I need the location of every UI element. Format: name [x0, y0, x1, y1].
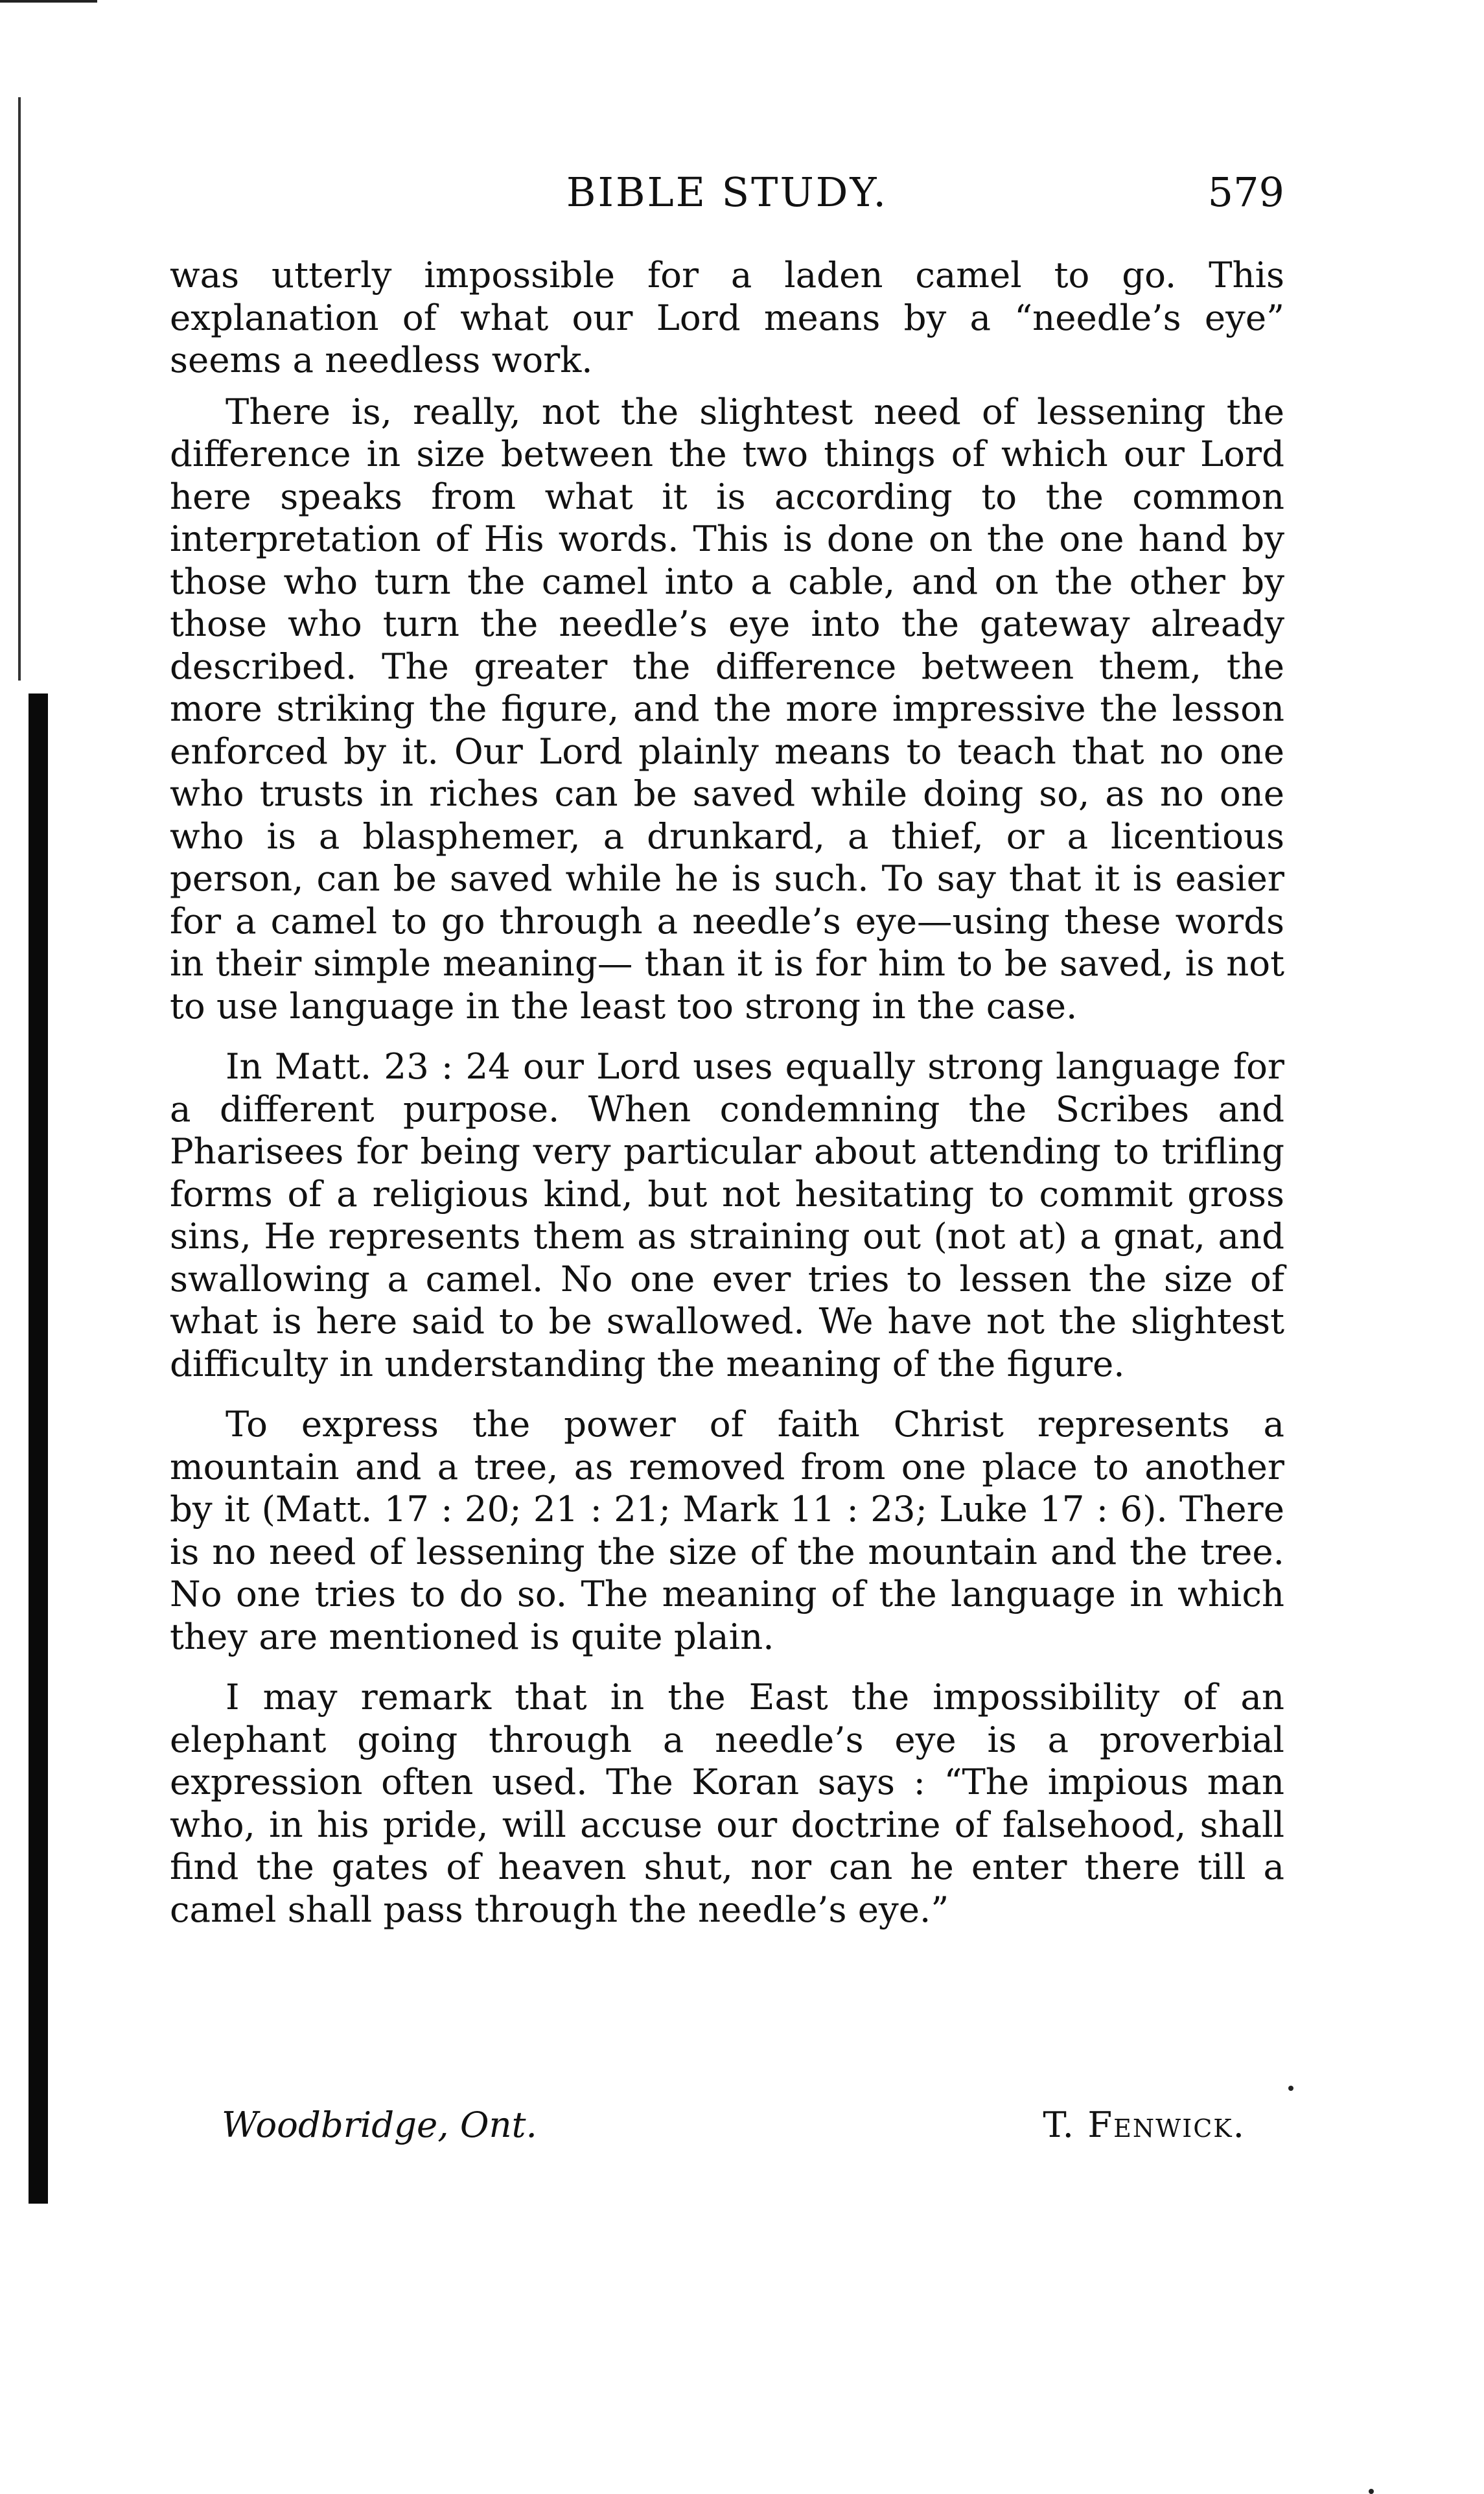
- signature-author: T. Fenwick.: [1043, 2104, 1246, 2145]
- paragraph-matthew-23: In Matt. 23 : 24 our Lord uses equally strong language for a different purpose. When condemning the Scribes and Pharisees for being very particular about attending to trifling forms of a religious kind, but not hesitating to commit gross sins, He represents them as straining out (not at) a gnat, and swallowing a camel. No one ever tries to lessen the size of what is here said to be swallowed. We have not the slightest difficulty in understanding the meaning of the figure.: [170, 1045, 1284, 1384]
- scan-speck: [1288, 2086, 1293, 2091]
- paragraph-continued: was utterly impossible for a laden camel to go. This explanation of what our Lord means by a “needle’s eye” seems a needless work.: [170, 254, 1284, 380]
- page-number: 579: [1207, 169, 1284, 216]
- paragraph-power-of-faith: To express the power of faith Christ represents a mountain and a tree, as removed from one place to another by it (Matt. 17 : 20; 21 : 21; Mark 11 : 23; Luke 17 : 6). There is no need of lessening the size of the mountain and the tree. No one tries to do so. The meaning of the language in which they are mentioned is quite plain.: [170, 1403, 1284, 1657]
- paragraph-koran-quote: I may remark that in the East the impossibility of an elephant going through a needle’s eye is a proverbial expression often used. The Koran says : “The impious man who, in his pride, will accuse our doctrine of falsehood, shall find the gates of heaven shut, nor can he enter there till a camel shall pass through the needle’s eye.”: [170, 1676, 1284, 1930]
- signature-line: [170, 2099, 1284, 2150]
- paragraph-lessening-difference: There is, really, not the slightest need of lessening the difference in size between the two things of which our Lord here speaks from what it is according to the common interpretation of His words. This is done on the one hand by those who turn the camel into a cable, and on the other by those who turn the needle’s eye into the gateway already described. The greater the difference between them, the more striking the figure, and the more impressive the lesson enforced by it. Our Lord plainly means to teach that no one who trusts in riches can be saved while doing so, as no one who is a blasphemer, a drunkard, a thief, or a licentious person, can be saved while he is such. To say that it is easier for a camel to go through a needle’s eye—using these words in their simple meaning— than it is for him to be saved, is not to use language in the least too strong in the case.: [170, 390, 1284, 1027]
- signature-place: Woodbridge, Ont.: [222, 2104, 537, 2145]
- scan-gutter-shadow: [29, 693, 48, 2204]
- scan-gutter-line: [18, 97, 21, 681]
- scan-corner-mark: [0, 0, 97, 3]
- page-header: [170, 163, 1284, 222]
- scan-speck: [1369, 2489, 1374, 2494]
- article-body: [170, 254, 1284, 1949]
- running-head: BIBLE STUDY.: [566, 169, 888, 216]
